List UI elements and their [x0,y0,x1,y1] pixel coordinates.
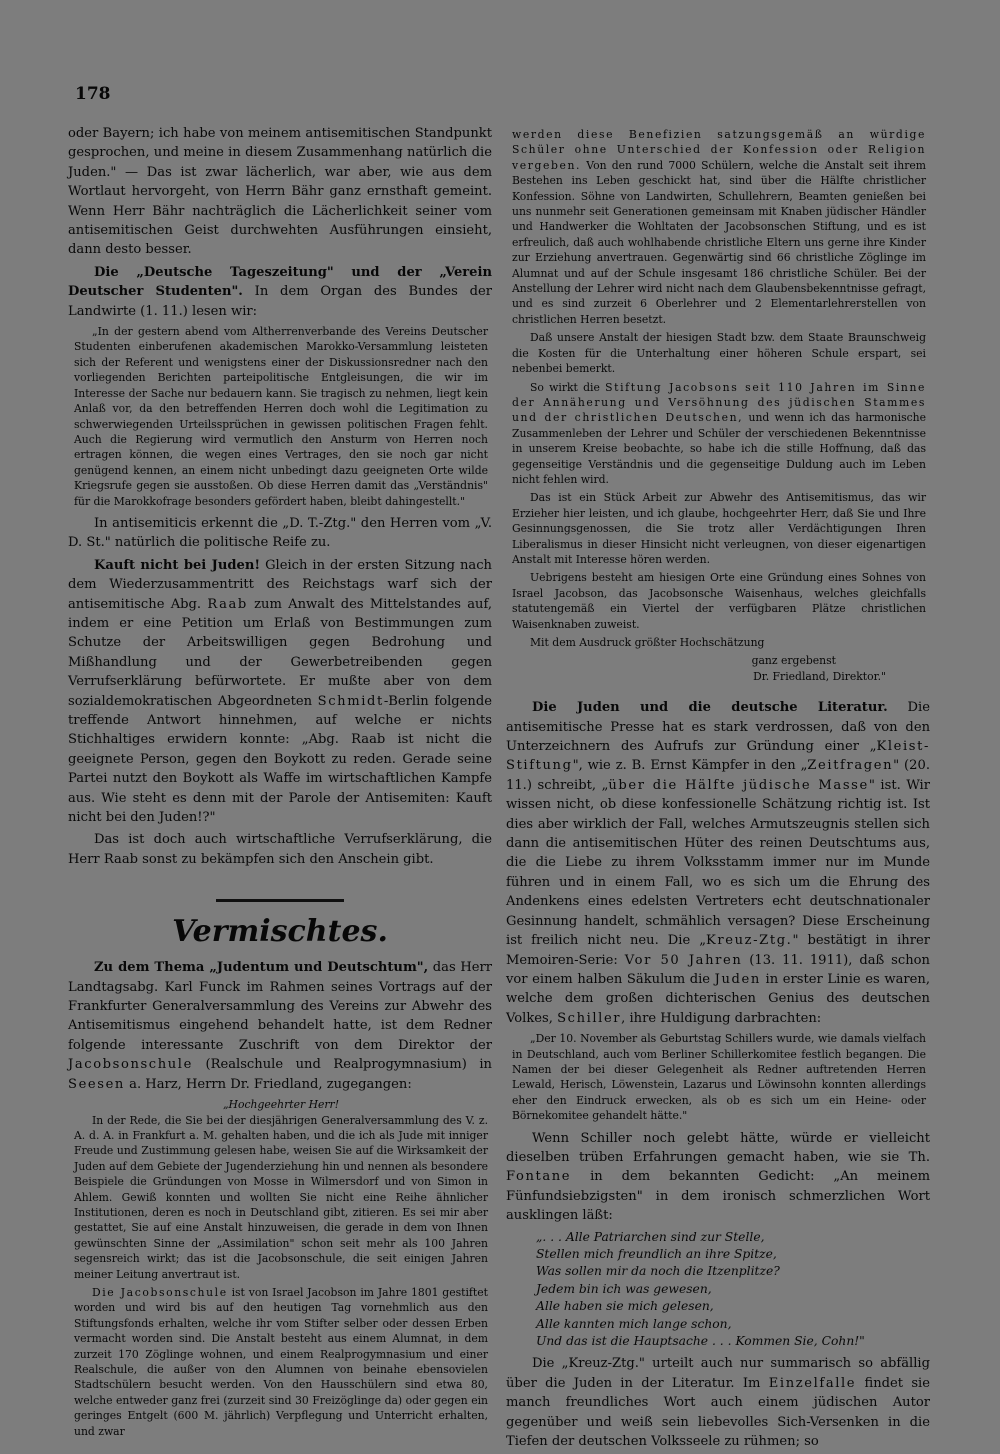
article-text: findet sie manch freundliches Wort auch einem jüdischen Autor gegenüber und weiß sein liebevolles Sich-Versenken in die Tiefen der deutschen Volksseele zu rühmen; so [506,1375,930,1450]
spaced-name: Schmidt [317,693,384,709]
section-title: Vermischtes. [172,914,388,950]
article-heading: Kauft nicht bei Juden! [94,557,261,573]
section-divider [216,899,344,902]
spaced-text: Vor 50 Jahren [624,952,743,968]
spaced-name: Seesen [68,1076,125,1092]
article-text: a. Harz, Herrn Dr. Friedland, zugegangen: [124,1076,412,1092]
spaced-text: Kleist-Stiftung [506,739,930,774]
poem [536,1229,930,1351]
letter-salutation: „Hochgeehrter Herr! [222,1098,340,1112]
spaced-text: werden diese Benefizien satzungsgemäß an würdige Schüler ohne Unterschied der Konfession oder Religion vergeben. [512,128,926,172]
letter-paragraph: Daß unsere Anstalt der hiesigen Stadt bzw. dem Staate Braunschweig die Kosten für die Unterhaltung einer höheren Schule erspart, sei nebenbei bemerkt. [512,331,926,376]
poem-line: Und das ist die Hauptsache . . . Kommen Sie, Cohn!" [536,1334,865,1349]
letter-paragraph [512,380,926,488]
article-text: ", wie z. B. Ernst Kämpfer in den „ [572,758,808,774]
spaced-name: Fontane [506,1169,572,1185]
article-text: in dem bekannten Gedicht: „An meinem Fünfundsiebzigsten" in dem ironisch schmerzlichen Wort ausklingen läßt: [506,1169,930,1224]
letter-text: und wenn ich das harmonische Zusammenleben der Lehrer und Schüler der verschiedenen Bekenntnisse in unserem Kreise beobachte, so habe ich die stille Hoffnung, daß das gegenseitige Verständnis und die gegenseitige Duldung auch im Leben nicht fehlen wird. [512,411,927,486]
left-column [68,124,492,1444]
letter-quote [74,1097,488,1439]
article-juden-und-literatur [506,698,930,1028]
letter-paragraph: Uebrigens besteht am hiesigen Orte eine Gründung eines Sohnes von Israel Jacobson, das Jacobsonsche Waisenhaus, welches gleichfalls statutengemäß ein Viertel der verfügbaren Plätze christlichen Waisenknaben zuweist. [512,571,926,631]
article-text: Wenn Schiller noch gelebt hätte, würde er vielleicht dieselben trüben Erfahrungen gemacht haben, wie sie Th. [506,1130,930,1165]
article-text: Die „Kreuz-Ztg." urteilt auch nur summarisch so abfällig über die Juden in der Literatur. Im [506,1356,930,1391]
spaced-text: Schiller [557,1010,622,1026]
poem-line: Was sollen mir da noch die Itzenplitze? [536,1264,780,1279]
block-quote [74,324,488,509]
article-text: " ist. Wir wissen nicht, ob diese konfessionelle Schätzung richtig ist. Ist dies aber wirklich der Fall, welches Armutszeugnis stellen sich dann die antisemitischen Hüter des reinen Deutschtums aus, die die Liebe zu ihrem Volksstamm immer nur im Munde führen und in einem Fall, wo es sich um die Ehrung des Andenkens eines edelsten Vertreters echt deutschnationaler Gesinnung handelt, schmählich versagen? Diese Erscheinung ist freilich nicht neu. Die „ [506,777,931,949]
poem-line: Jedem bin ich was gewesen, [536,1281,712,1296]
letter-paragraph [512,127,926,327]
right-column [506,124,930,1454]
spaced-text: Zeitfragen [807,758,894,774]
article-heading: Zu dem Thema „Judentum und Deutschtum", [94,960,429,976]
letter-text: So wirkt die [530,380,606,394]
poem-line: „. . . Alle Patriarchen sind zur Stelle, [536,1229,765,1244]
block-quote [512,1031,926,1123]
article-text: -Berlin folgende treffende Antwort hinnehmen, auf welche er nichts Stichhaltiges erwidern konnte: „Abg. Raab ist nicht die geeignete Person, gegen den Boykott zu reden. Gerade seine Partei nutzt den Boykott als Waffe im wirtschaftlichen Kampfe aus. Wie steht es denn mit der Parole der Antisemiten: Kauft nicht bei den Juden!?" [68,693,492,826]
article-text: (13. 11. 1911), daß schon vor einem halben Säkulum die [506,952,930,987]
poem-line: Stellen mich freundlich an ihre Spitze, [536,1247,777,1261]
article-text: das Herr Landtagsabg. Karl Funck im Rahmen seines Vortrags auf der Frankfurter Generalversammlung des Vereins zur Abwehr des Antisemitismus eingehend behandelt hatte, ist dem Redner folgende interessante Zuschrift von dem Direktor der [68,960,493,1053]
quote-text: „In der gestern abend vom Altherrenverbande des Vereins Deutscher Studenten einberufenen akademischen Marokko-Versammlung leisteten sich der Referent und wenigstens einer der Diskussionsredner nach den vorliegenden Berichten parteipolitische Entgleisungen, die wir im Interesse der Sache nur bedauern kann. Sie tragisch zu nehmen, liegt kein Anlaß vor, da den betreffenden Herren doch wohl die Legitimation zu schwerwiegenden Urteilssprüchen in gewissen politischen Fragen fehlt. Auch die Regierung wird vermutlich den Ansturm von Herren noch ertragen können, die wegen eines Vertrages, den sie noch gar nicht genügend kennen, an einem nicht unbedingt dazu geeigneten Orte wilde Kriegsrufe gegen sie ausstoßen. Ob diese Herren damit das „Verständnis" für die Marokkofrage besonders gefördert haben, bleibt dahingestellt." [74,325,488,508]
article-text: In dem Organ des Bundes der Landwirte (1. 11.) lesen wir: [68,284,492,319]
letter-signoff: ganz ergebenst [751,654,836,668]
spaced-text: über die Hälfte jüdische Masse [608,777,869,793]
letter-text: Von den rund 7000 Schülern, welche die Anstalt seit ihrem Bestehen ins Leben geschickt hat, sind über die Hälfte christlicher Konfession. Söhne von Landwirten, Schullehrern, Beamten genießen bei uns nunmehr seit Generationen gemeinsam mit Knaben jüdischer Händler und Handwerker die Wohltaten der Jacobsonschen Stiftung, und es ist erfreulich, daß auch wohlhabende christliche Eltern uns gerne ihre Kinder zur Erziehung anvertrauen. Gegenwärtig sind 66 christliche Zöglinge im Alumnat und auf der Schule insgesamt 186 christliche Schüler. Bei der Anstellung der Lehrer wird nicht nach dem Glaubensbekenntnisse gefragt, und es sind zurzeit 6 Oberlehrer und 2 Elementarlehrerstellen von christlichen Herren besetzt. [512,158,926,326]
spaced-text: Kreuz-Ztg. [706,933,793,949]
spaced-text: Einzelfalle [768,1375,857,1391]
paragraph [506,1129,930,1226]
spaced-text: Stiftung Jacobsons seit 110 Jahren im Sinne der Annäherung und Versöhnung des jüdischen Stammes und der christlichen Deutschen, [512,380,927,425]
article-heading: Die Juden und die deutsche Literatur. [532,700,888,716]
quote-text: „Der 10. November als Geburtstag Schillers wurde, wie damals vielfach in Deutschland, auch vom Berliner Schillerkomitee festlich begangen. Die Namen der bei dieser Gelegenheit als Redner auftretenden Herren Lewald, Herisch, Löwenstein, Lazarus und Löwinsohn konnten allerdings eher den Eindruck erwecken, als ob es sich um ein Heine- oder Börnekomitee gehandelt hätte." [512,1032,926,1123]
paragraph: In antisemiticis erkennt die „D. T.-Ztg." den Herren vom „V. D. St." natürlich die politische Reife zu. [68,515,492,551]
letter-paragraph: Das ist ein Stück Arbeit zur Abwehr des Antisemitismus, das wir Erzieher hier leisten, und ich glaube, hochgeehrter Herr, daß Sie und Ihre Gesinnungsgenossen, die Sie trotz aller Verdächtigungen Ihren Liberalismus in dieser Hinsicht nicht verleugnen, von dieser eigenartigen Anstalt mit Interesse hören werden. [512,491,926,566]
article-text: " (20. 11.) schreibt, „ [506,758,930,793]
spaced-name: Die Jacobsonschule [92,1285,228,1299]
letter-text: ist von Israel Jacobson im Jahre 1801 gestiftet worden und wird bis auf den heutigen Tag vornehmlich aus den Stiftungsfonds erhalten, welche ihr vom Stifter selber oder dessen Erben vermacht worden sind. Die Anstalt besteht aus einem Alumnat, in dem zurzeit 170 Zöglinge wohnen, und einem Realprogymnasium und einer Realschule, die außer von den Alumnen von beinahe ebensovielen Stadtschülern besucht werden. Von den Hausschülern sind etwa 80, welche entweder ganz frei (zurzeit sind 30 Freizöglinge da) oder gegen ein geringes Entgelt (600 M. jährlich) Verpflegung und Unterricht erhalten, und zwar [74,1285,488,1438]
paragraph [506,1354,930,1451]
article-text: " bestätigt in ihrer Memoiren-Serie: [506,933,930,968]
letter-closing: Mit dem Ausdruck größter Hochschätzung [530,636,765,649]
article-text: Die antisemitische Presse hat es stark verdrossen, daß von den Unterzeichnern des Aufrufs zur Gründung einer „ [506,700,930,755]
article-judentum-und-deutschtum [68,958,492,1094]
spaced-name: Jacobsonschule [68,1057,193,1073]
page-number: 178 [75,84,111,104]
letter-paragraph: In der Rede, die Sie bei der diesjährigen Generalversammlung des V. z. A. d. A. in Frankfurt a. M. gehalten haben, und die ich als Jude mit inniger Freude und Zustimmung gelesen habe, weisen Sie auf die Wirksamkeit der Juden auf dem Gebiete der Jugenderziehung hin und nennen als besondere Beispiele die Gründungen von Mosse in Wilmersdorf und von Simon in Ahlem. Gewiß konnten und wollten Sie nicht eine Reihe ähnlicher Institutionen, deren es noch in Deutschland gibt, zitieren. Es sei mir aber gestattet, Sie auf eine Anstalt hinzuweisen, die gerade in dem von Ihnen gewünschten Sinne der „Assimilation" schon seit mehr als 100 Jahren segensreich wirkt; das ist die Jacobsonschule, die seit einigen Jahren meiner Leitung anvertraut ist. [74,1113,488,1281]
article-deutsche-tageszeitung [68,263,492,321]
letter-signature: Dr. Friedland, Direktor." [753,669,886,683]
letter-paragraph [74,1285,488,1439]
article-text: zum Anwalt des Mittelstandes auf, indem er eine Petition um Erlaß von Bestimmungen zum Schutze der Arbeitswilligen gegen Bedrohung und Mißhandlung und der Gewerbetreibenden gegen Verrufserklärung befürwortete. Er mußte aber von dem sozialdemokratischen Abgeordneten [68,596,492,709]
article-kauft-nicht-bei-juden [68,556,492,828]
article-text: , ihre Huldigung darbrachten: [621,1010,822,1026]
paragraph: Das ist doch auch wirtschaftliche Verrufserklärung, die Herr Raab sonst zu bekämpfen sich den Anschein gibt. [68,832,492,867]
article-text: (Realschule und Realprogymnasium) in [192,1057,492,1073]
article-text: in erster Linie es waren, welche dem großen dichterischen Genius des deutschen Volkes, [506,971,930,1026]
spaced-text: Juden [714,971,761,987]
letter-quote-continued [512,127,926,684]
poem-line: Alle haben sie mich gelesen, [536,1299,714,1314]
poem-line: Alle kannten mich lange schon, [536,1316,732,1331]
article-heading: Die „Deutsche Tageszeitung" und der „Verein Deutscher Studenten". [68,264,492,300]
article-text: Gleich in der ersten Sitzung nach dem Wiederzusammentritt des Reichstags warf sich der antisemitische Abg. [68,557,492,612]
spaced-name: Raab [207,596,248,612]
paragraph: oder Bayern; ich habe von meinem antisemitischen Standpunkt gesprochen, und meine in diesem Zusammenhang natürlich die Juden." — Das ist zwar lächerlich, war aber, wie aus dem Wortlaut hervorgeht, von Herrn Bähr ganz ernsthaft gemeint. Wenn Herr Bähr nachträglich die Lächerlichkeit seiner vom antisemitischen Geist durchwehten Ausführungen einsieht, dann desto besser. [68,126,492,258]
